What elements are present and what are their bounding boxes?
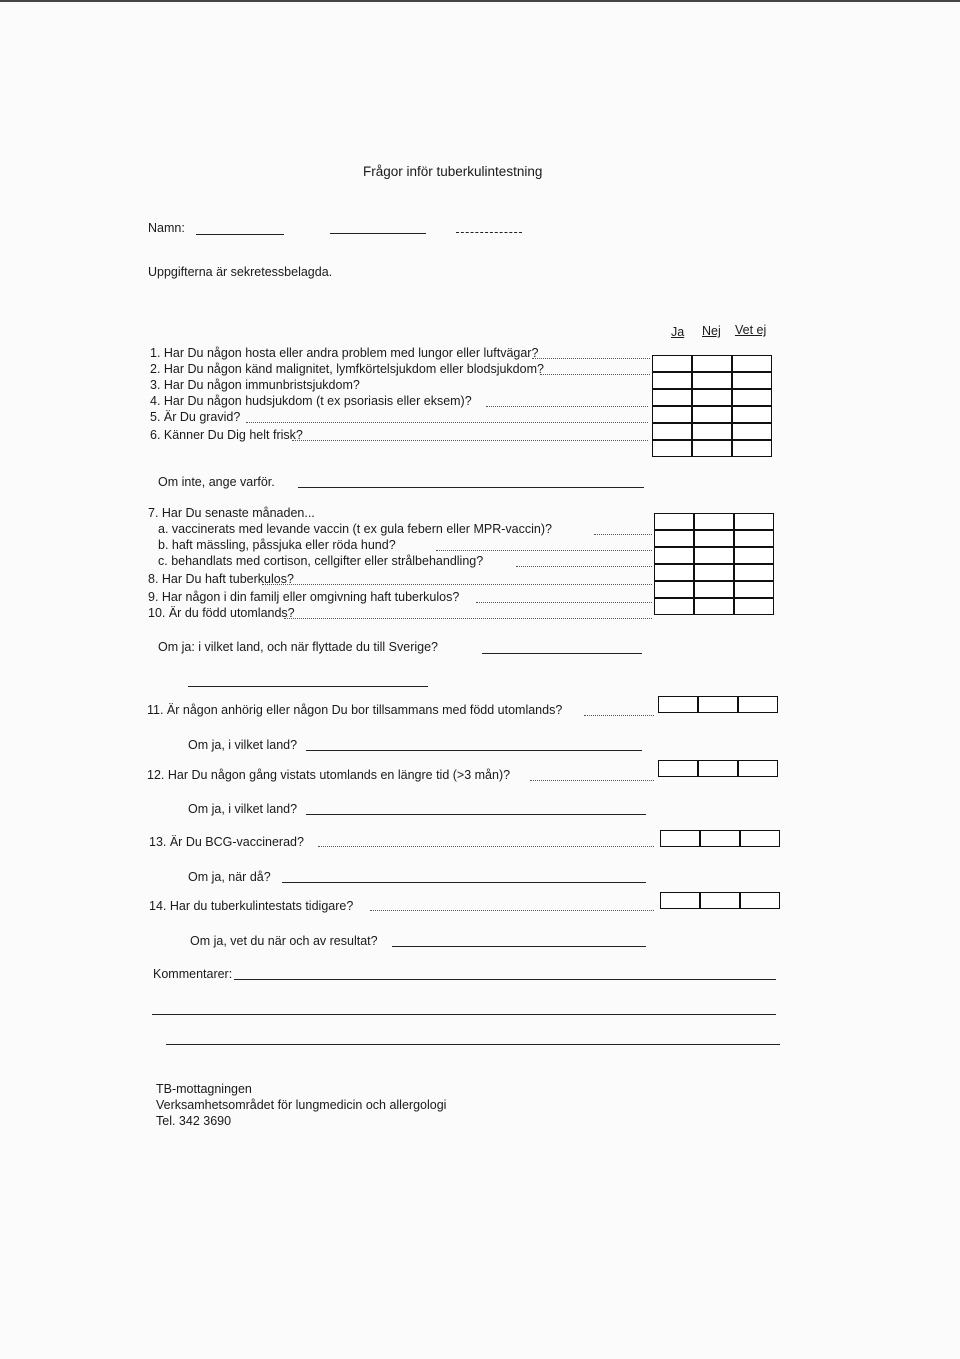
question-2: 2. Har Du någon känd malignitet, lymfkörtelsjukdom eller blodsjukdom? [150,362,544,376]
q1-no-checkbox[interactable] [692,355,732,372]
leader-dots-7c [516,566,652,567]
form-title: Frågor inför tuberkulintestning [363,164,543,179]
comments-line-1[interactable] [234,979,776,980]
header-unknown: Vet ej [735,323,767,337]
q11-unknown-checkbox[interactable] [738,696,778,713]
question-13: 13. Är Du BCG-vaccinerad? [149,835,304,849]
q3-unknown-checkbox[interactable] [732,389,772,406]
q7a-no-checkbox[interactable] [694,530,734,547]
q4-yes-checkbox[interactable] [652,406,692,423]
leader-dots-12 [530,780,654,781]
q6-yes-checkbox[interactable] [652,440,692,457]
name-line-3[interactable] [456,232,522,233]
q7c-yes-checkbox[interactable] [654,564,694,581]
question-1: 1. Har Du någon hosta eller andra problem med lungor eller luftvägar? [150,346,539,360]
leader-dots-2 [540,374,650,375]
q7b-no-checkbox[interactable] [694,547,734,564]
q12-unknown-checkbox[interactable] [738,760,778,777]
confidential-note: Uppgifterna är sekretessbelagda. [148,265,333,279]
q4-no-checkbox[interactable] [692,406,732,423]
q13-unknown-checkbox[interactable] [740,830,780,847]
leader-dots-10 [284,618,652,619]
q14-followup-label: Om ja, vet du när och av resultat? [190,934,378,948]
leader-dots-14 [370,910,654,911]
footer-department: Verksamhetsområdet för lungmedicin och allergologi [156,1098,447,1112]
comments-line-2[interactable] [152,1014,776,1015]
question-4: 4. Har Du någon hudsjukdom (t ex psoriasis eller eksem)? [150,394,472,408]
q6-followup-line[interactable] [298,487,644,488]
q5-yes-checkbox[interactable] [652,423,692,440]
leader-dots-5 [246,422,648,423]
q1-unknown-checkbox[interactable] [732,355,772,372]
q7c-unknown-checkbox[interactable] [734,564,774,581]
q12-followup-line[interactable] [306,814,646,815]
q9-no-checkbox[interactable] [694,598,734,615]
name-line-1[interactable] [196,234,284,235]
q12-followup-label: Om ja, i vilket land? [188,802,298,816]
q2-no-checkbox[interactable] [692,372,732,389]
q8-no-checkbox[interactable] [694,581,734,598]
q9-unknown-checkbox[interactable] [734,598,774,615]
q2-yes-checkbox[interactable] [652,372,692,389]
footer-clinic: TB-mottagningen [156,1082,252,1096]
q11-followup-label: Om ja, i vilket land? [188,738,298,752]
q6-no-checkbox[interactable] [692,440,732,457]
q14-yes-checkbox[interactable] [660,892,700,909]
q1-yes-checkbox[interactable] [652,355,692,372]
q6-followup-label: Om inte, ange varför. [158,475,275,489]
q11-no-checkbox[interactable] [698,696,738,713]
question-5: 5. Är Du gravid? [150,410,241,424]
q11-yes-checkbox[interactable] [658,696,698,713]
q10-followup-line-2[interactable] [188,686,428,687]
leader-dots-11 [584,715,654,716]
question-9: 9. Har någon i din familj eller omgivning haft tuberkulos? [148,590,460,604]
question-6: 6. Känner Du Dig helt frisk? [150,428,303,442]
q7-unknown-checkbox[interactable] [734,513,774,530]
q7c-no-checkbox[interactable] [694,564,734,581]
q7b-unknown-checkbox[interactable] [734,547,774,564]
leader-dots-9 [476,602,652,603]
leader-dots-1 [532,358,650,359]
question-7b: b. haft mässling, påssjuka eller röda hund? [158,538,396,552]
question-11: 11. Är någon anhörig eller någon Du bor tillsammans med född utomlands? [147,703,563,717]
q3-no-checkbox[interactable] [692,389,732,406]
q7b-yes-checkbox[interactable] [654,547,694,564]
q4-unknown-checkbox[interactable] [732,406,772,423]
question-10: 10. Är du född utomlands? [148,606,295,620]
q14-followup-line[interactable] [392,946,646,947]
q7a-yes-checkbox[interactable] [654,530,694,547]
header-yes: Ja [671,325,685,339]
comments-line-3[interactable] [166,1044,780,1045]
q13-yes-checkbox[interactable] [660,830,700,847]
header-no: Nej [702,324,721,338]
q3-yes-checkbox[interactable] [652,389,692,406]
q5-no-checkbox[interactable] [692,423,732,440]
leader-dots-6 [292,440,648,441]
q2-unknown-checkbox[interactable] [732,372,772,389]
comments-label: Kommentarer: [153,967,233,981]
name-label: Namn: [148,221,185,235]
q13-no-checkbox[interactable] [700,830,740,847]
leader-dots-4 [486,406,648,407]
q13-followup-label: Om ja, när då? [188,870,271,884]
q10-followup-label: Om ja: i vilket land, och när flyttade du till Sverige? [158,640,438,654]
q12-yes-checkbox[interactable] [658,760,698,777]
leader-dots-8 [262,584,652,585]
question-12: 12. Har Du någon gång vistats utomlands en längre tid (>3 mån)? [147,768,511,782]
q10-followup-line-1[interactable] [482,653,642,654]
name-line-2[interactable] [330,233,426,234]
top-border-line [0,0,960,2]
leader-dots-13 [318,846,654,847]
q11-followup-line[interactable] [306,750,642,751]
leader-dots-7b [436,550,652,551]
q13-followup-line[interactable] [282,882,646,883]
q8-yes-checkbox[interactable] [654,581,694,598]
question-7a: a. vaccinerats med levande vaccin (t ex gula febern eller MPR-vaccin)? [158,522,552,536]
question-8: 8. Har Du haft tuberkulos? [148,572,294,586]
q5-unknown-checkbox[interactable] [732,423,772,440]
q7-no-checkbox[interactable] [694,513,734,530]
leader-dots-7a [594,534,652,535]
q6-unknown-checkbox[interactable] [732,440,772,457]
q7a-unknown-checkbox[interactable] [734,530,774,547]
question-3: 3. Har Du någon immunbristsjukdom? [150,378,360,392]
q14-no-checkbox[interactable] [700,892,740,909]
q14-unknown-checkbox[interactable] [740,892,780,909]
q9-yes-checkbox[interactable] [654,598,694,615]
question-7: 7. Har Du senaste månaden... [148,506,315,520]
q12-no-checkbox[interactable] [698,760,738,777]
question-7c: c. behandlats med cortison, cellgifter eller strålbehandling? [158,554,484,568]
q8-unknown-checkbox[interactable] [734,581,774,598]
q7-yes-checkbox[interactable] [654,513,694,530]
footer-phone: Tel. 342 3690 [156,1114,232,1128]
question-14: 14. Har du tuberkulintestats tidigare? [149,899,354,913]
